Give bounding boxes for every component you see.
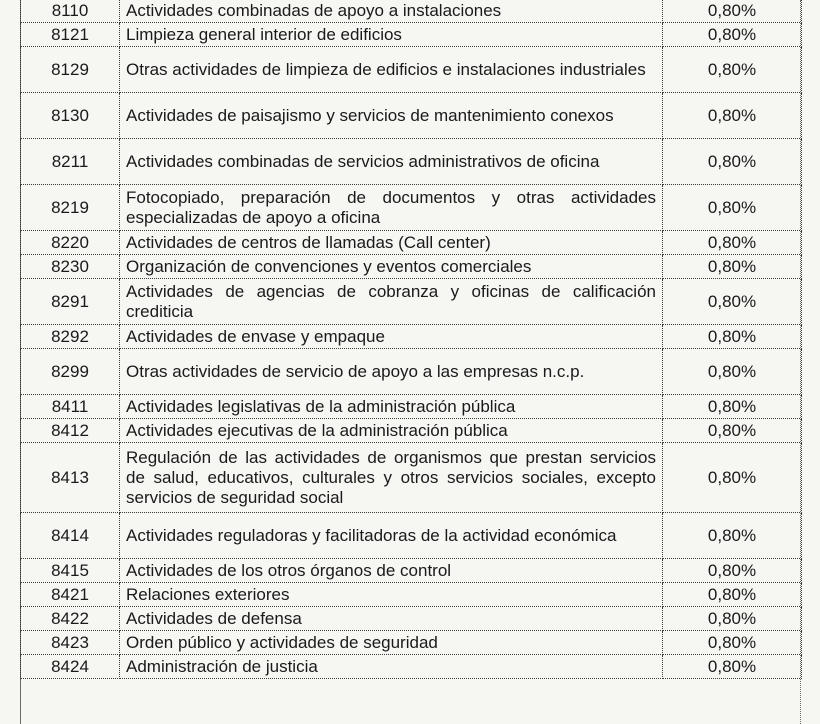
activity-code: 8412 [21,419,120,443]
activity-rate: 0,80% [663,583,802,607]
activity-code: 8129 [21,47,120,93]
activity-description: Administración de justicia [120,655,663,679]
activity-rate: 0,80% [663,607,802,631]
activity-rate-table [20,0,802,679]
activity-rate: 0,80% [663,655,802,679]
table-row [21,325,802,349]
activity-code: 8411 [21,395,120,419]
activity-rate: 0,80% [663,419,802,443]
table-row [21,185,802,231]
table-row [21,395,802,419]
table-row [21,279,802,325]
activity-rate: 0,80% [663,139,802,185]
activity-rate: 0,80% [663,395,802,419]
activity-description: Regulación de las actividades de organismos que prestan servicios de salud, educativos, culturales y otros servicios sociales, excepto servicios de seguridad social [120,443,663,513]
activity-code: 8130 [21,93,120,139]
table-row [21,255,802,279]
activity-code: 8110 [21,0,120,23]
activity-rate: 0,80% [663,0,802,23]
activity-description: Actividades ejecutivas de la administración pública [120,419,663,443]
activity-code: 8230 [21,255,120,279]
activity-code: 8220 [21,231,120,255]
table-row [21,419,802,443]
table-row [21,47,802,93]
table-row [21,443,802,513]
activity-description: Limpieza general interior de edificios [120,23,663,47]
activity-code: 8422 [21,607,120,631]
table-row [21,513,802,559]
activity-code: 8414 [21,513,120,559]
table-row [21,349,802,395]
activity-code: 8219 [21,185,120,231]
table-row [21,23,802,47]
activity-rate: 0,80% [663,513,802,559]
activity-code: 8421 [21,583,120,607]
activity-description: Actividades reguladoras y facilitadoras de la actividad económica [120,513,663,559]
activity-code: 8292 [21,325,120,349]
activity-rate: 0,80% [663,185,802,231]
table-row [21,559,802,583]
activity-description: Otras actividades de limpieza de edificios e instalaciones industriales [120,47,663,93]
activity-description: Actividades de paisajismo y servicios de mantenimiento conexos [120,93,663,139]
activity-code: 8413 [21,443,120,513]
activity-description: Otras actividades de servicio de apoyo a las empresas n.c.p. [120,349,663,395]
activity-rate: 0,80% [663,559,802,583]
activity-code: 8423 [21,631,120,655]
activity-rate: 0,80% [663,325,802,349]
table-row [21,93,802,139]
activity-code: 8415 [21,559,120,583]
activity-description: Organización de convenciones y eventos comerciales [120,255,663,279]
activity-code: 8424 [21,655,120,679]
table-row [21,231,802,255]
activity-rate: 0,80% [663,231,802,255]
activity-rate: 0,80% [663,349,802,395]
activity-rate: 0,80% [663,279,802,325]
activity-code: 8291 [21,279,120,325]
activity-description: Actividades de defensa [120,607,663,631]
table-row [21,0,802,23]
activity-rate: 0,80% [663,443,802,513]
activity-description: Actividades de agencias de cobranza y oficinas de calificación crediticia [120,279,663,325]
table-row [21,655,802,679]
activity-code: 8299 [21,349,120,395]
table-row [21,607,802,631]
table-row [21,631,802,655]
activity-description: Actividades de los otros órganos de control [120,559,663,583]
table-row [21,139,802,185]
activity-description: Actividades de envase y empaque [120,325,663,349]
activity-rate: 0,80% [663,93,802,139]
activity-code: 8211 [21,139,120,185]
activity-description: Actividades combinadas de servicios administrativos de oficina [120,139,663,185]
activity-rate: 0,80% [663,23,802,47]
activity-rate: 0,80% [663,631,802,655]
activity-description: Actividades combinadas de apoyo a instalaciones [120,0,663,23]
activity-rate: 0,80% [663,255,802,279]
activity-code: 8121 [21,23,120,47]
table-row [21,583,802,607]
activity-description: Actividades de centros de llamadas (Call center) [120,231,663,255]
activity-description: Fotocopiado, preparación de documentos y otras actividades especializadas de apoyo a oficina [120,185,663,231]
activity-description: Relaciones exteriores [120,583,663,607]
activity-description: Orden público y actividades de seguridad [120,631,663,655]
activity-description: Actividades legislativas de la administración pública [120,395,663,419]
activity-rate: 0,80% [663,47,802,93]
